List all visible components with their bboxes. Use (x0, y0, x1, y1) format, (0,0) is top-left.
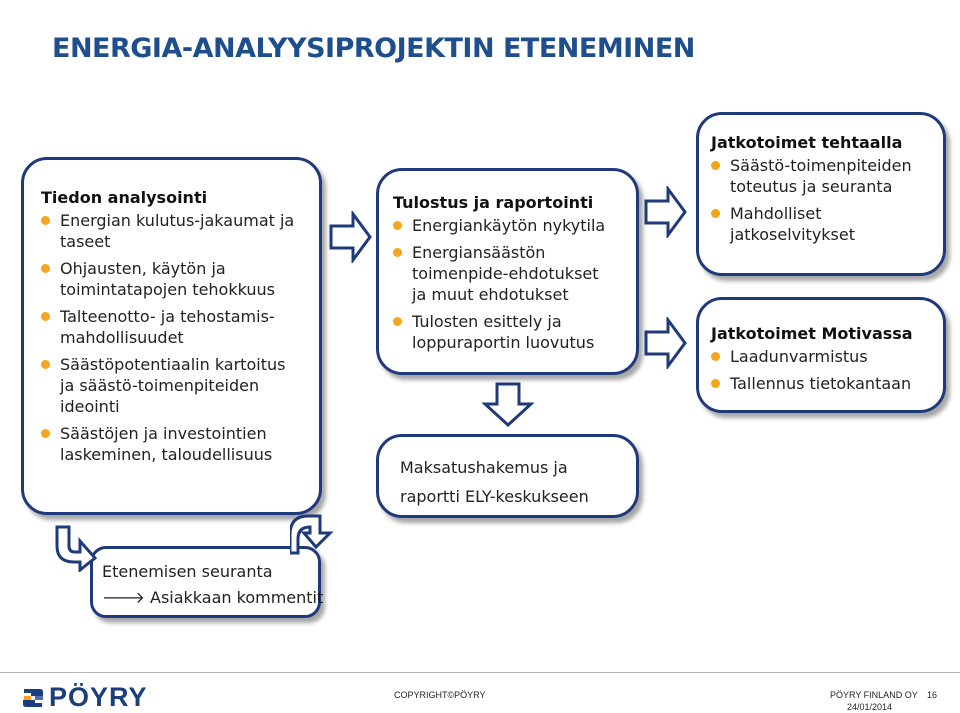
list-item: Talteenotto- ja tehostamis-mahdollisuudet (41, 306, 310, 348)
payment-line-2: raportti ELY-keskukseen (400, 487, 589, 506)
factory-list (711, 155, 935, 245)
bullet-icon (41, 216, 50, 225)
box-reporting (376, 168, 639, 375)
bullet-icon (393, 317, 402, 326)
box-motiva-followup (696, 297, 946, 413)
list-item: Ohjausten, käytön ja toimintatapojen tehokkuus (41, 258, 300, 300)
right-arrow-icon: 🡒 (102, 588, 145, 607)
payment-line-1: Maksatushakemus ja (400, 458, 568, 477)
reporting-list (393, 215, 626, 353)
bullet-icon (711, 352, 720, 361)
list-item: Säästöpotentiaalin kartoitus ja säästö-toimenpiteiden ideointi (41, 354, 300, 417)
bullet-icon (393, 248, 402, 257)
curved-up-arrow-icon (290, 511, 336, 561)
down-arrow-icon (482, 382, 534, 428)
company-name: PÖYRY FINLAND OY (830, 690, 918, 700)
analysis-list (41, 210, 305, 465)
list-item: Tulosten esittely ja loppuraportin luovutus (393, 311, 602, 353)
right-arrow-icon (329, 211, 373, 263)
box-factory-followup (696, 112, 946, 276)
motiva-heading: Jatkotoimet Motivassa (711, 324, 913, 343)
list-item: Energian kulutus-jakaumat ja taseet (41, 210, 320, 252)
right-arrow-icon (644, 317, 688, 369)
page-number: 16 (927, 690, 938, 700)
analysis-heading: Tiedon analysointi (41, 188, 208, 207)
list-item: Energiansäästön toimenpide-ehdotukset ja muut ehdotukset (393, 242, 617, 305)
list-item: Mahdolliset jatkoselvitykset (711, 203, 900, 245)
copyright-text: COPYRIGHT©PÖYRY (394, 690, 486, 700)
page-title: ENERGIA-ANALYYSIPROJEKTIN ETENEMINEN (52, 33, 695, 64)
bullet-icon (41, 312, 50, 321)
motiva-list (711, 346, 935, 394)
followup-line-2: 🡒 Asiakkaan kommentit (102, 588, 324, 607)
logo-icon (20, 685, 46, 711)
box-data-analysis (21, 157, 322, 515)
list-item: Tallennus tietokantaan (711, 373, 935, 394)
bullet-icon (711, 209, 720, 218)
followup-line-1: Etenemisen seuranta (102, 562, 273, 581)
logo-text: PÖYRY (49, 682, 148, 712)
curved-down-right-arrow-icon (52, 524, 98, 572)
bullet-icon (41, 360, 50, 369)
factory-heading: Jatkotoimet tehtaalla (711, 133, 903, 152)
list-item: Energiankäytön nykytila (393, 215, 626, 236)
reporting-heading: Tulostus ja raportointi (393, 193, 594, 212)
bullet-icon (41, 264, 50, 273)
footer-date: 24/01/2014 (847, 702, 893, 712)
box-progress-followup (90, 546, 324, 618)
bullet-icon (711, 161, 720, 170)
right-arrow-icon (644, 186, 688, 238)
bullet-icon (393, 221, 402, 230)
list-item: Säästö-toimenpiteiden toteutus ja seuranta (711, 155, 945, 197)
list-item: Laadunvarmistus (711, 346, 935, 367)
bullet-icon (41, 429, 50, 438)
list-item: Säästöjen ja investointien laskeminen, taloudellisuus (41, 423, 310, 465)
bullet-icon (711, 379, 720, 388)
poyry-logo (20, 682, 148, 713)
footer-divider (0, 672, 960, 673)
box-payment-application (376, 434, 639, 518)
